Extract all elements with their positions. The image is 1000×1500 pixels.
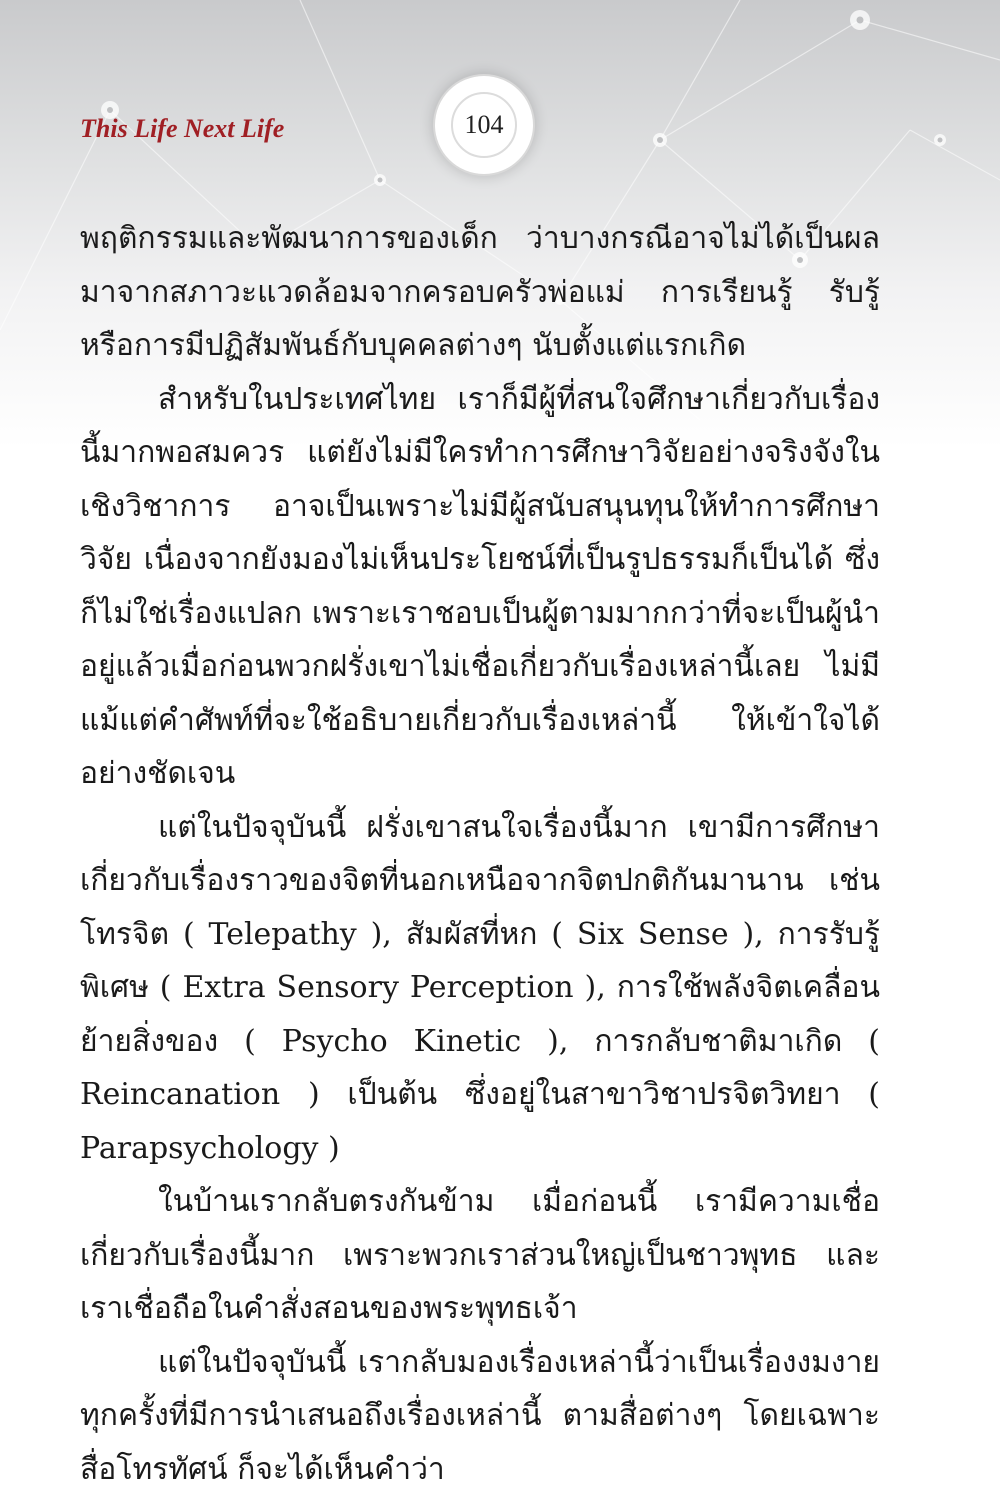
page-number-badge — [443, 84, 525, 166]
paragraph: แต่ในปัจจุบันนี้ เรากลับมองเรื่องเหล่านี้ว่าเป็นเรื่องงมงาย ทุกครั้งที่มีการนำเสนอถึงเรื่องเหล่านี้ ตามสื่อต่างๆ โดยเฉพาะสื่อโทรทัศน์ ก็จะได้เห็นคำว่า — [80, 1344, 880, 1487]
paragraph: แต่ในปัจจุบันนี้ ฝรั่งเขาสนใจเรื่องนี้มาก เขามีการศึกษาเกี่ยวกับเรื่องราวของจิตที่นอกเหนือจากจิตปกติกันมานาน เช่น โทรจิต ( Telepathy ), สัมผัสที่หก ( Six Sense ), การรับรู้พิเศษ ( Extra Sensory Perception ), การใช้พลังจิตเคลื่อนย้ายสิ่งของ ( Psycho Kinetic ), การกลับชาติมาเกิด ( Reincanation ) เป็นต้น ซึ่งอยู่ในสาขาวิชาปรจิตวิทยา ( Parapsychology ) — [80, 809, 880, 1166]
body-text — [80, 212, 880, 1496]
paragraph: สำหรับในประเทศไทย เราก็มีผู้ที่สนใจศึกษาเกี่ยวกับเรื่องนี้มากพอสมควร แต่ยังไม่มีใครทำการศึกษาวิจัยอย่างจริงจังในเชิงวิชาการ อาจเป็นเพราะไม่มีผู้สนับสนุนทุนให้ทำการศึกษาวิจัย เนื่องจากยังมองไม่เห็นประโยชน์ที่เป็นรูปธรรมก็เป็นได้ ซึ่งก็ไม่ใช่เรื่องแปลก เพราะเราชอบเป็นผู้ตามมากกว่าที่จะเป็นผู้นำอยู่แล้วเมื่อก่อนพวกฝรั่งเขาไม่เชื่อเกี่ยวกับเรื่องเหล่านี้เลย ไม่มีแม้แต่คำศัพท์ที่จะใช้อธิบายเกี่ยวกับเรื่องเหล่านี้ ให้เข้าใจได้อย่างชัดเจน — [80, 381, 880, 791]
page-number: 104 — [451, 92, 517, 158]
paragraph: ในบ้านเรากลับตรงกันข้าม เมื่อก่อนนี้ เรามีความเชื่อเกี่ยวกับเรื่องนี้มาก เพราะพวกเราส่วนใหญ่เป็นชาวพุทธ และเราเชื่อถือในคำสั่งสอนของพระพุทธเจ้า — [80, 1184, 880, 1326]
book-title: This Life Next Life — [80, 114, 285, 143]
paragraph: พฤติกรรมและพัฒนาการของเด็ก ว่าบางกรณีอาจไม่ได้เป็นผลมาจากสภาวะแวดล้อมจากครอบครัวพ่อแม่ การเรียนรู้ รับรู้ หรือการมีปฏิสัมพันธ์กับบุคคลต่างๆ นับตั้งแต่แรกเกิด — [80, 221, 880, 363]
